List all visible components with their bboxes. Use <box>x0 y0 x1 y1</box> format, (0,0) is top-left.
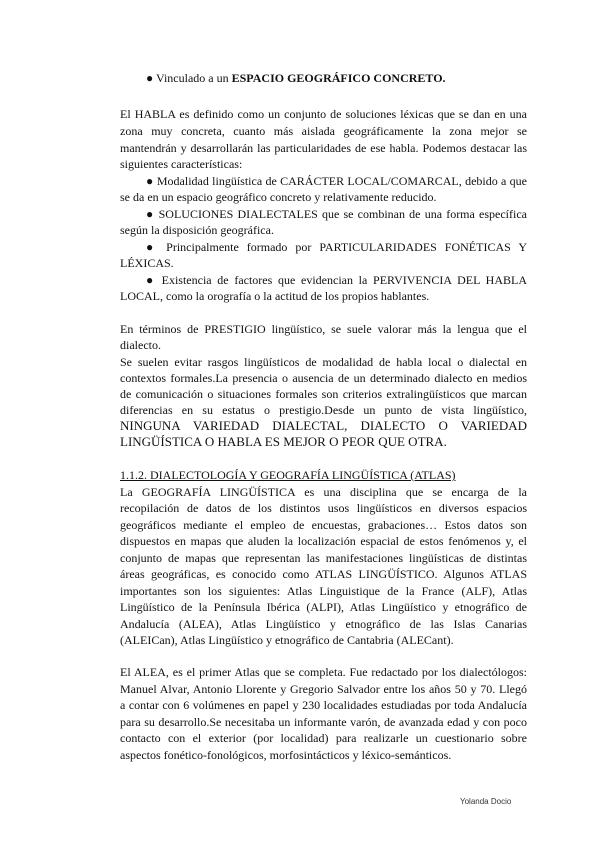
habla-bullet-2: ● SOLUCIONES DIALECTALES que se combinan de una forma específica <box>146 207 527 221</box>
prestigio-line: dialecto. <box>120 338 161 352</box>
section-line: La GEOGRAFÍA LINGÜÍSTICA es una disciplina que se encarga de la <box>120 485 527 499</box>
alea-line: aspectos fonético-fonológicos, morfosintácticos y léxico-semánticos. <box>120 748 452 762</box>
alea-line: contacto con el exterior (por localidad) para realizarle un cuestionario sobre <box>120 731 527 745</box>
habla-line: siguientes características: <box>120 157 243 171</box>
habla-bullet-4: ● Existencia de factores que evidencian la PERVIVENCIA DEL HABLA <box>146 273 527 287</box>
habla-line: zona muy concreta, cuanto más aislada geográficamente la zona mejor se <box>120 124 527 138</box>
habla-bullet-2-cont: según la disposición geográfica. <box>120 223 274 237</box>
section-line: conjunto de mapas que representan las manifestaciones lingüísticas de distintas <box>120 551 527 565</box>
habla-line: El HABLA es definido como un conjunto de soluciones léxicas que se dan en una <box>120 107 527 121</box>
section-line: Lingüístico de la Península Ibérica (ALPI), Atlas Lingüístico y etnográfico de <box>120 600 527 614</box>
prestigio-line: En términos de PRESTIGIO lingüístico, se suele valorar más la lengua que el <box>120 322 527 336</box>
prestigio-line: diferencias en su estatus o prestigio.Desde un punto de vista lingüístico, <box>120 403 527 417</box>
prestigio-line: LINGÜÍSTICA O HABLA ES MEJOR O PEOR QUE OTRA. <box>120 434 447 449</box>
section-line: Andalucía (ALEA), Atlas Lingüístico y etnográfico de las Islas Canarias <box>120 617 527 631</box>
habla-bullet-1-cont: se da en un espacio geográfico concreto y relativamente reducido. <box>120 190 437 204</box>
habla-bullet-4-cont: LOCAL, como la orografía o la actitud de los propios hablantes. <box>120 289 430 303</box>
bullet-prefix: ● Vinculado a un <box>146 71 232 85</box>
section-line: (ALEICan), Atlas Lingüístico y etnográfico de Cantabria (ALECant). <box>120 633 454 647</box>
prestigio-line: NINGUNA VARIEDAD DIALECTAL, DIALECTO O VARIEDAD <box>120 418 527 433</box>
habla-bullet-1: ● Modalidad lingüística de CARÁCTER LOCAL/COMARCAL, debido a que <box>146 174 527 188</box>
prestigio-line: Se suelen evitar rasgos lingüísticos de modalidad de habla local o dialectal en <box>120 355 527 369</box>
section-heading: 1.1.2. DIALECTOLOGÍA Y GEOGRAFÍA LINGÜÍSTICA (ATLAS) <box>120 468 456 482</box>
section-line: dispuestos en mapas que aluden la localización espacial de estos fenómenos y, el <box>120 534 527 548</box>
footer-author: Yolanda Docio <box>460 797 512 806</box>
section-line: áreas geográficas, es conocido como ATLAS LINGÜÍSTICO. Algunos ATLAS <box>120 567 527 581</box>
habla-bullet-3: ● Principalmente formado por PARTICULARIDADES FONÉTICAS Y <box>146 240 527 254</box>
section-line: importantes son los siguientes: Atlas Linguistique de la France (ALF), Atlas <box>120 584 527 598</box>
prestigio-line: contextos formales.La presencia o ausencia de un determinado dialecto en medios <box>120 371 527 385</box>
alea-line: El ALEA, es el primer Atlas que se completa. Fue redactado por los dialectólogos: <box>120 665 527 679</box>
habla-bullet-3-cont: LÉXICAS. <box>120 256 174 270</box>
section-line: recopilación de datos de los distintos usos lingüísticos en diversos espacios <box>120 501 527 515</box>
alea-line: para su desarrollo.Se necesitaba un informante varón, de avanzada edad y con poco <box>120 715 527 729</box>
habla-line: mantendrán y desarrollarán las particularidades de ese habla. Podemos destacar las <box>120 141 527 155</box>
alea-line: Manuel Alvar, Antonio Llorente y Gregorio Salvador entre los años 50 y 70. Llegó <box>120 682 527 696</box>
bullet-espacio <box>146 70 446 86</box>
alea-line: a contar con 6 volúmenes en papel y 230 localidades estudiadas por toda Andalucía <box>120 698 527 712</box>
section-line: geográficos mediante el empleo de encuestas, grabaciones… Estos datos son <box>120 518 527 532</box>
prestigio-line: de comunicación o situaciones formales son criterios extralingüísticos que marcan <box>120 387 527 401</box>
bullet-bold: ESPACIO GEOGRÁFICO CONCRETO. <box>231 71 446 85</box>
